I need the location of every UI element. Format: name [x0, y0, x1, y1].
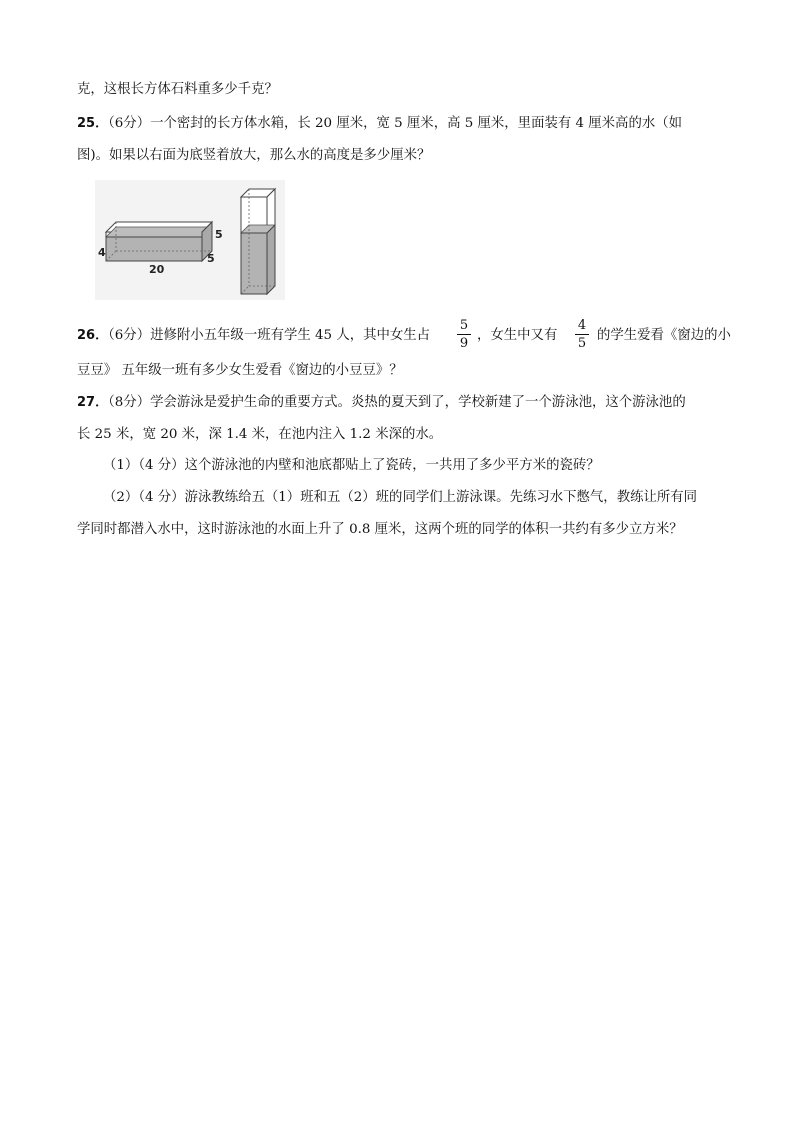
- question-26-text-1: （6分）进修附小五年级一班有学生 45 人，其中女生占: [108, 328, 431, 343]
- question-27-line-1: [77, 393, 686, 413]
- vertical-water-front: [241, 233, 267, 294]
- question-26-text-end: 的学生爱看《窗边的小: [597, 328, 731, 343]
- question-26-text-mid: ，女生中又有: [477, 328, 558, 343]
- question-25-text-1: （6分）一个密封的长方体水箱，长 20 厘米，宽 5 厘米，高 5 厘米，里面装有 4 厘米高的水（如: [108, 116, 683, 131]
- fraction-1-numerator: 5: [459, 318, 469, 333]
- line-q24-tail: 克，这根长方体石料重多少千克？: [77, 82, 278, 97]
- fraction-2-numerator: 4: [577, 318, 587, 333]
- horizontal-water-front: [106, 237, 202, 261]
- fraction-girls-share: [457, 318, 471, 351]
- vertical-water-side: [267, 225, 275, 294]
- question-27-text-1: （8分）学会游泳是爱护生命的重要方式。炎热的夏天到了，学校新建了一个游泳池，这个游泳池的: [108, 395, 686, 410]
- question-27-number: 27．: [77, 395, 109, 410]
- label-depth: 5: [207, 252, 215, 265]
- label-height: 5: [215, 228, 223, 241]
- fraction-1-denominator: 9: [459, 336, 469, 351]
- question-27-line-2: 长 25 米，宽 20 米，深 1.4 米，在池内注入 1.2 米深的水。: [77, 427, 443, 442]
- vertical-tank: [241, 189, 275, 294]
- question-26-number: 26．: [77, 328, 109, 343]
- question-25-line-1: [77, 114, 682, 134]
- question-27-part-2-line-2: 学同时都潜入水中，这时游泳池的水面上升了 0.8 厘米，这两个班的同学的体积一共约有多少立方米？: [77, 522, 683, 537]
- label-length: 20: [149, 263, 165, 276]
- question-26-line-1: [77, 326, 430, 346]
- question-27-part-2-line-1: （2）（4 分）游泳教练给五（1）班和五（2）班的同学们上游泳课。先练习水下憋气，教练让所有同: [103, 490, 698, 505]
- horizontal-water-top: [106, 227, 212, 237]
- fraction-readers-share: [575, 318, 589, 351]
- horizontal-tank: [106, 222, 212, 261]
- water-tank-figure: [95, 180, 285, 300]
- label-width: 4: [98, 246, 106, 259]
- question-25-number: 25．: [77, 116, 109, 131]
- fraction-2-denominator: 5: [577, 336, 587, 351]
- question-25-line-2: 图)。如果以右面为底竖着放大，那么水的高度是多少厘米？: [77, 148, 431, 163]
- question-26-line-2: 豆豆》 五年级一班有多少女生爱看《窗边的小豆豆》？: [77, 363, 403, 378]
- question-27-part-1: （1）（4 分）这个游泳池的内壁和池底都贴上了瓷砖，一共用了多少平方米的瓷砖？: [103, 458, 600, 473]
